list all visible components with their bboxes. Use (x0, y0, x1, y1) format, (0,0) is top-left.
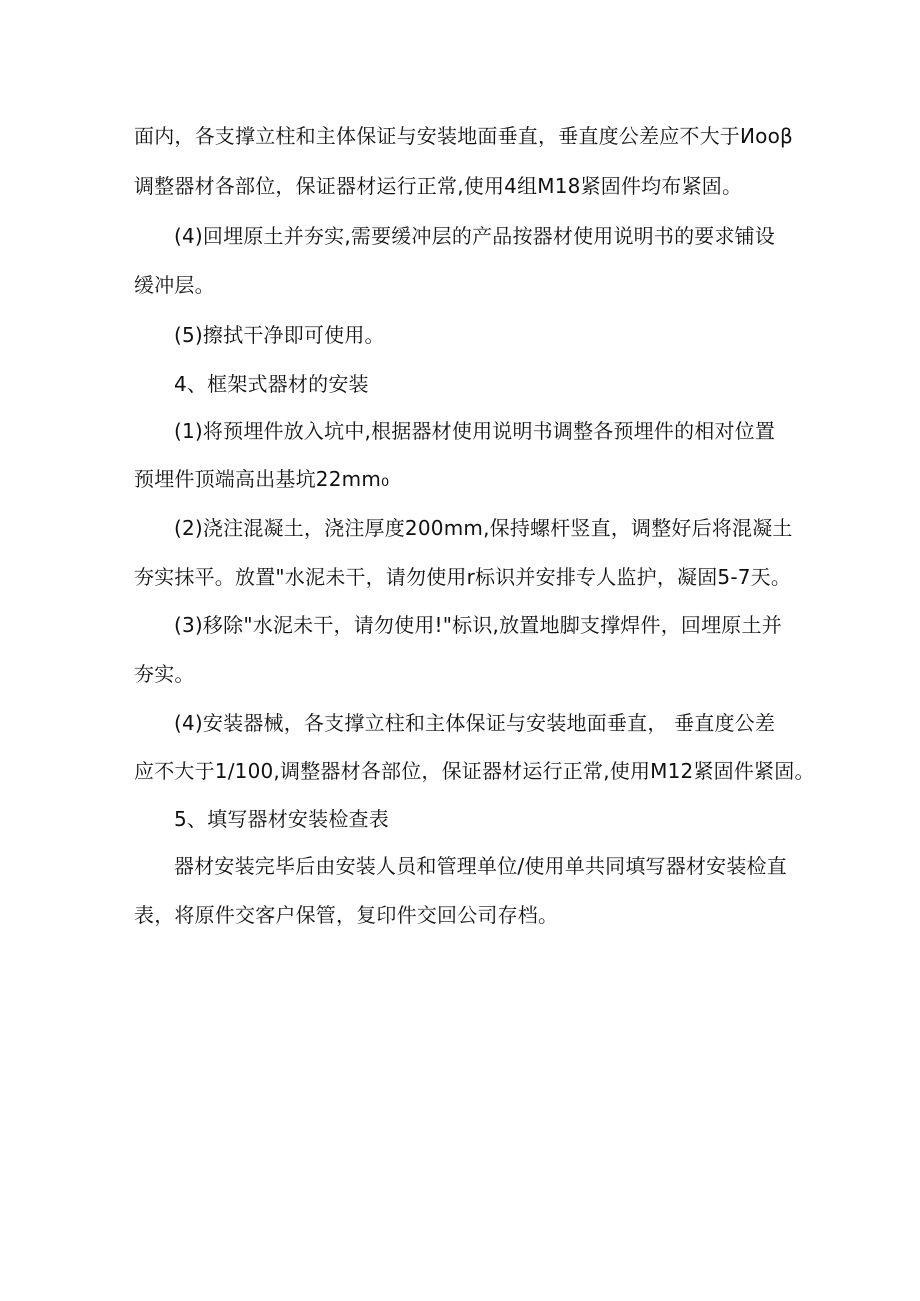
text-line-2: 调整器材各部位，保证器材运行正常,使用4组M18紧固件均布紧固。 (134, 174, 743, 198)
text-line-4: 缓冲层。 (134, 273, 215, 297)
text-line-17: 表，将原件交客户保管，复印件交回公司存档。 (134, 903, 559, 927)
section-heading-4: 4、框架式器材的安装 (174, 372, 369, 396)
text-line-8: 预埋件顶端高出基坑22mm₀ (134, 467, 390, 491)
text-line-9: (2)浇注混凝土，浇注厚度200mm,保持螺杆竖直，调整好后将混凝土 (174, 516, 793, 540)
text-line-10: 夯实抹平。放置"水泥未干，请勿使用r标识并安排专人监护，凝固5-7天。 (134, 565, 792, 589)
text-line-14: 应不大于1/100,调整器材各部位，保证器材运行正常,使用M12紧固件紧固。 (134, 759, 815, 783)
text-line-16: 器材安装完毕后由安装人员和管理单位/使用单共同填写器材安装检直 (174, 854, 787, 878)
text-line-3: (4)回埋原土并夯实,需要缓冲层的产品按器材使用说明书的要求铺设 (174, 224, 776, 248)
text-line-7: (1)将预埋件放入坑中,根据器材使用说明书调整各预埋件的相对位置 (174, 419, 776, 443)
text-line-12: 夯实。 (134, 662, 195, 686)
text-line-13: (4)安装器械，各支撑立柱和主体保证与安装地面垂直， 垂直度公差 (174, 711, 776, 735)
text-line-11: (3)移除"水泥未干，请勿使用!"标识,放置地脚支撑焊件，回埋原土并 (174, 613, 782, 637)
text-line-1: 面内，各支撑立柱和主体保证与安装地面垂直，垂直度公差应不大于Иooβ (134, 124, 793, 148)
text-line-5: (5)擦拭干净即可使用。 (174, 323, 385, 347)
section-heading-5: 5、填写器材安装检查表 (174, 807, 389, 831)
